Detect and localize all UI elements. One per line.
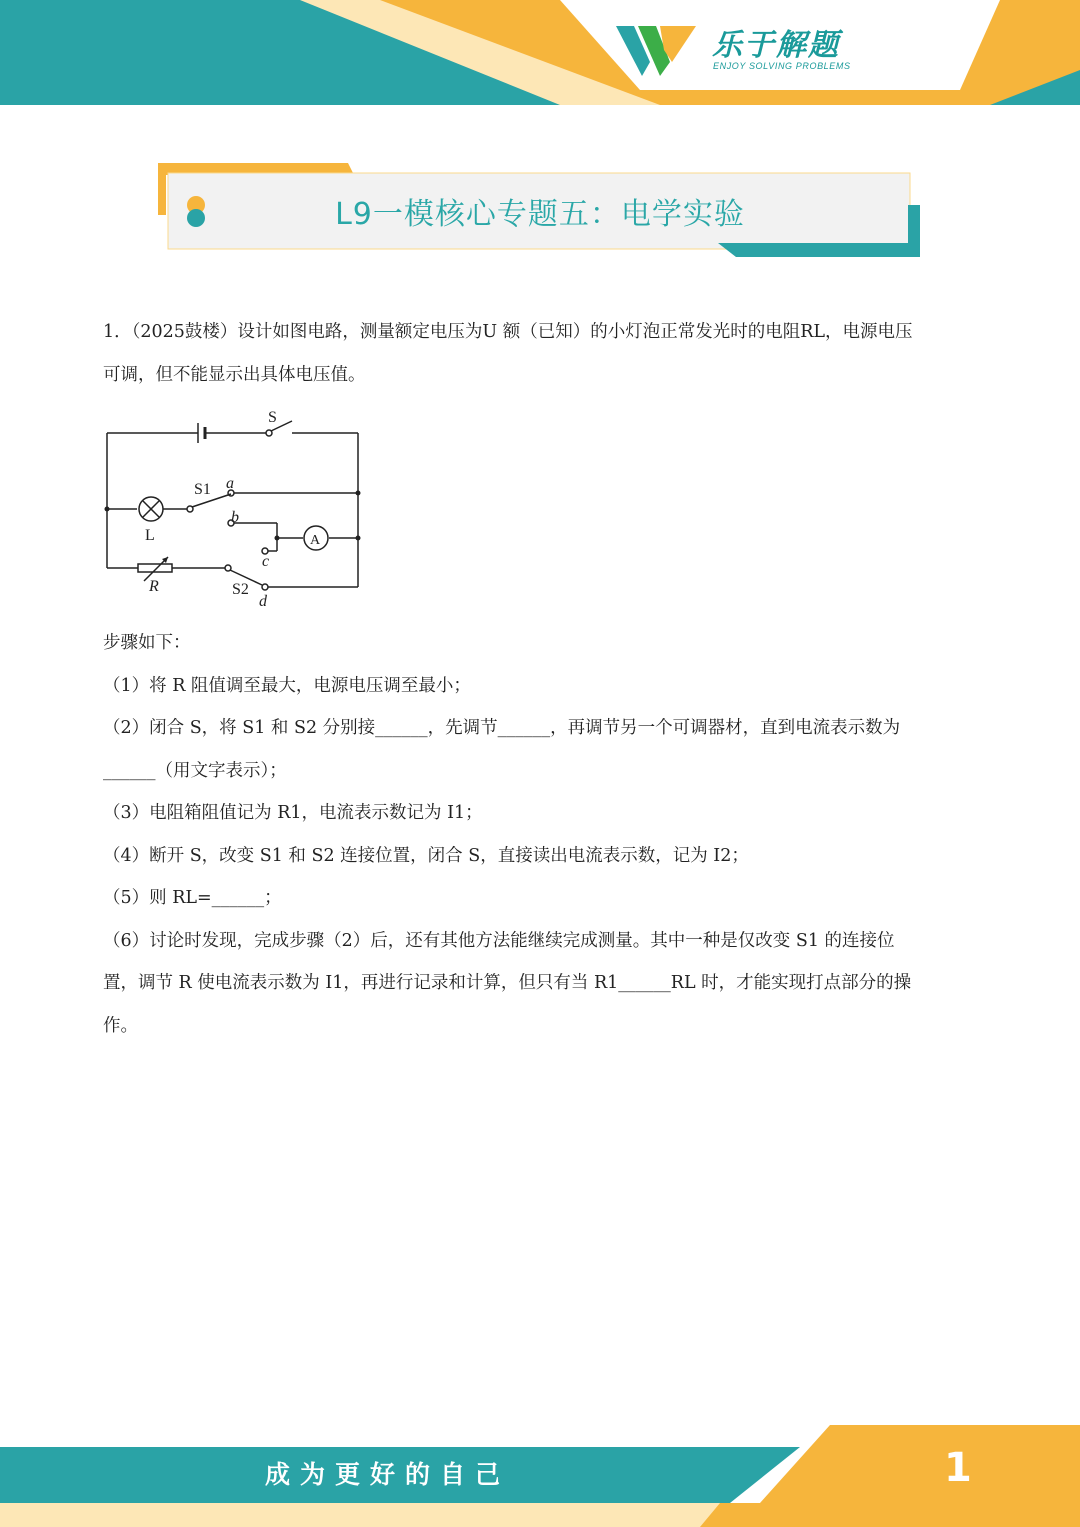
contact-d bbox=[262, 584, 268, 590]
footer-banner bbox=[0, 1425, 1080, 1527]
logo-icon bbox=[612, 20, 702, 80]
circuit-diagram bbox=[100, 405, 370, 615]
step-1: （1）将 R 阻值调至最大，电源电压调至最小； bbox=[103, 676, 471, 696]
step-3: （3）电阻箱阻值记为 R1，电流表示数记为 I1； bbox=[103, 803, 483, 823]
label-resistor: R bbox=[149, 578, 159, 595]
steps-heading: 步骤如下： bbox=[103, 633, 191, 653]
step-4: （4）断开 S，改变 S1 和 S2 连接位置，闭合 S，直接读出电流表示数，记为 I2； bbox=[103, 846, 749, 866]
step-6-line3: 作。 bbox=[103, 1016, 138, 1036]
page-footer bbox=[0, 1425, 1080, 1527]
step-6-line2: 置，调节 R 使电流表示数为 I1，再进行记录和计算，但只有当 R1______RL 时，才能实现打点部分的操 bbox=[103, 973, 912, 993]
question-intro-line1: 1．（2025鼓楼）设计如图电路，测量额定电压为U 额（已知）的小灯泡正常发光时的电阻RL，电源电压 bbox=[103, 322, 913, 342]
step-2-line2: ______（用文字表示）； bbox=[103, 761, 287, 781]
label-a: a bbox=[226, 475, 234, 492]
label-lamp: L bbox=[145, 527, 155, 544]
label-d: d bbox=[259, 593, 267, 610]
page-title: L9一模核心专题五：电学实验 bbox=[335, 197, 745, 232]
brand-slogan-en: ENJOY SOLVING PROBLEMS bbox=[713, 61, 851, 71]
step-2-line1: （2）闭合 S，将 S1 和 S2 分别接______，先调节______，再调节另一个可调器材，直到电流表示数为 bbox=[103, 718, 901, 738]
question-intro-line2: 可调，但不能显示出具体电压值。 bbox=[103, 365, 366, 385]
label-s1: S1 bbox=[194, 481, 211, 498]
step-5: （5）则 RL=______； bbox=[103, 888, 282, 908]
footer-slogan: 成为更好的自己 bbox=[265, 1460, 511, 1489]
page-header bbox=[0, 0, 1080, 112]
step-6-line1: （6）讨论时发现，完成步骤（2）后，还有其他方法能继续完成测量。其中一种是仅改变 S1 的连接位 bbox=[103, 931, 895, 951]
label-c: c bbox=[262, 553, 270, 570]
label-s: S bbox=[268, 409, 277, 426]
header-banner bbox=[0, 0, 1080, 112]
page-number: 1 bbox=[944, 1445, 972, 1491]
label-s2: S2 bbox=[232, 581, 249, 598]
label-b: b bbox=[231, 509, 239, 526]
label-ammeter: A bbox=[310, 533, 321, 548]
brand-name: 乐于解题 bbox=[712, 28, 840, 63]
